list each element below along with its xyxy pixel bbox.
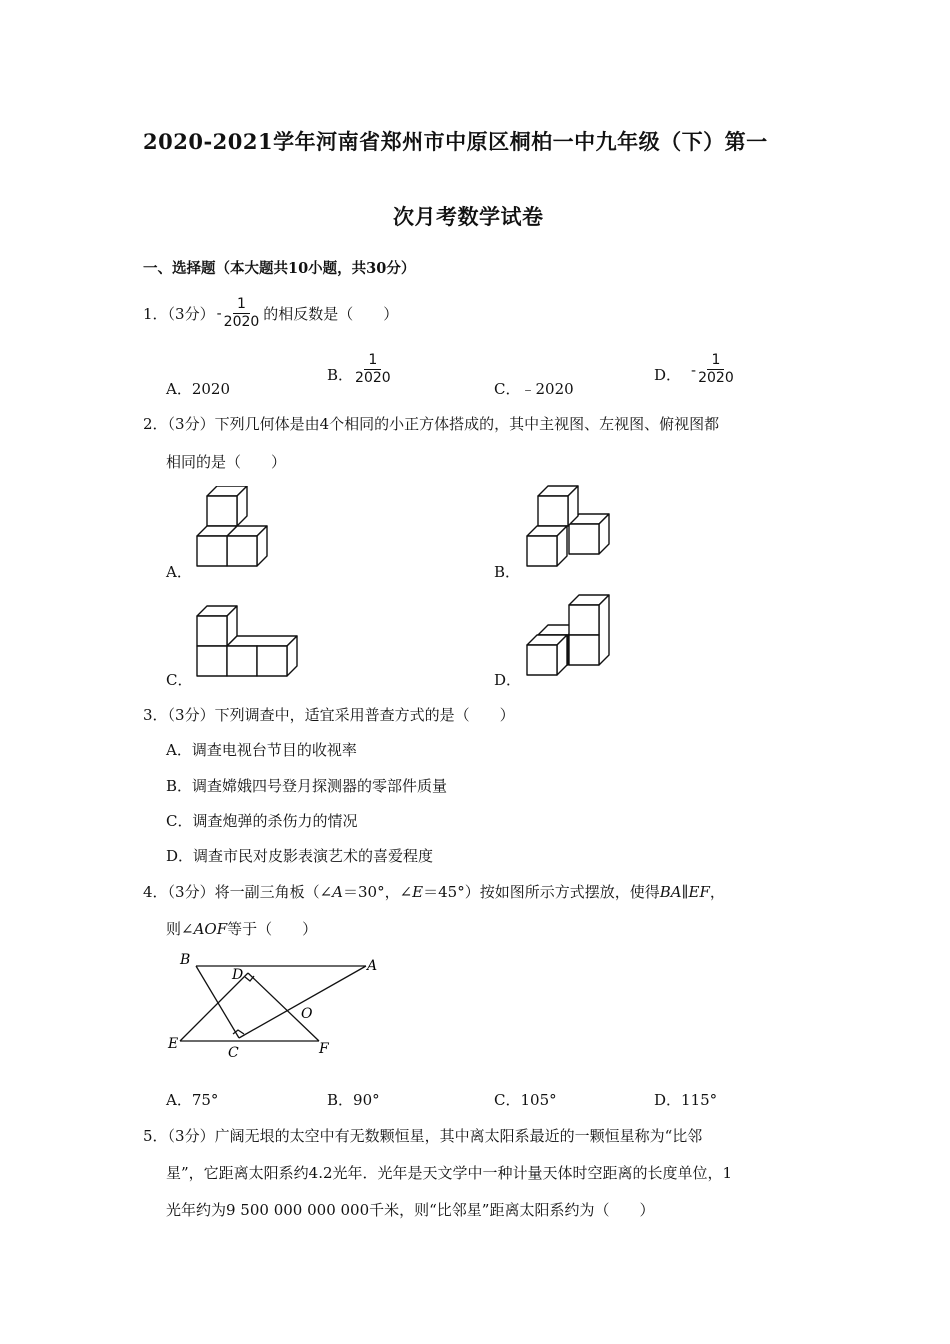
q1-option-d-neg-sign: - (691, 363, 697, 379)
fraction-denominator: 2020 (355, 370, 391, 386)
q4-line1-mid: ＝30°，∠ (343, 883, 413, 901)
paper-title-line1: 2020-2021学年河南省郑州市中原区桐柏一中九年级（下）第一 (143, 129, 768, 154)
question-2-line1: 2．（3分）下列几何体是由4个相同的小正方体搭成的，其中主视图、左视图、俯视图都 (143, 415, 720, 433)
question-4-line2 (166, 918, 317, 939)
q4-triangle-figure (166, 950, 391, 1062)
q4-option-a[interactable]: A．75° (166, 1091, 219, 1109)
question-1-fraction (222, 296, 262, 331)
question-5-line3: 光年约为9 500 000 000 000千米，则“比邻星”距离太阳系约为（ ） (166, 1201, 655, 1219)
angle-a-symbol: A (332, 883, 344, 901)
q2-option-b-label[interactable]: B． (494, 563, 521, 581)
q2-option-a-label[interactable]: A． (166, 563, 192, 581)
question-5-line2: 星”，它距离太阳系约4.2光年．光年是天文学中一种计量天体时空距离的长度单位，1 (166, 1164, 733, 1182)
q4-line1-post: ＝45°）按如图所示方式摆放，使得 (423, 883, 660, 901)
q4-option-c[interactable]: C．105° (494, 1091, 557, 1109)
q3-option-a[interactable]: A．调查电视台节目的收视率 (166, 741, 357, 759)
q1-option-d[interactable] (654, 352, 736, 387)
q3-option-c[interactable]: C．调查炮弹的杀伤力的情况 (166, 812, 358, 830)
q4-line1-text: 4．（3分）将一副三角板（∠ (143, 883, 333, 901)
question-2-line2: 相同的是（ ） (166, 453, 287, 471)
question-1 (143, 296, 398, 331)
q1-option-b-fraction (353, 352, 393, 387)
point-o-label: O (301, 1006, 313, 1022)
point-e-label: E (168, 1036, 179, 1052)
section-heading: 一、选择题（本大题共10小题，共30分） (143, 260, 416, 277)
q2-figure-a-cubes[interactable] (195, 486, 275, 570)
q1-option-d-fraction (696, 352, 736, 387)
question-1-suffix: 的相反数是（ ） (263, 305, 399, 323)
parallel-expression: BA∥EF (659, 883, 710, 901)
point-c-label: C (228, 1045, 239, 1061)
question-3-stem: 3．（3分）下列调查中，适宜采用普查方式的是（ ） (143, 706, 515, 724)
fraction-numerator: 1 (233, 296, 250, 314)
q2-figure-b-cubes[interactable] (524, 484, 614, 570)
q1-option-d-label: D． (654, 366, 682, 384)
q4-line2-text: 则∠ (166, 920, 194, 938)
q3-option-b[interactable]: B．调查嫦娥四号登月探测器的零部件质量 (166, 777, 448, 795)
q2-figure-c-cubes[interactable] (194, 602, 304, 680)
point-a-label: A (367, 958, 378, 974)
q2-option-c-label[interactable]: C． (166, 671, 193, 689)
point-d-label: D (232, 967, 244, 983)
angle-aof-symbol: AOF (193, 920, 228, 938)
fraction-denominator: 2020 (223, 314, 260, 330)
q4-line1-end: ， (709, 883, 725, 901)
q1-option-b[interactable] (327, 352, 393, 387)
q2-option-d-label[interactable]: D． (494, 671, 522, 689)
q1-option-b-label: B． (327, 366, 354, 384)
q2-figure-d-cubes[interactable] (524, 593, 614, 679)
q3-option-d[interactable]: D．调查市民对皮影表演艺术的喜爱程度 (166, 847, 434, 865)
point-b-label: B (180, 952, 191, 968)
fraction-numerator: 1 (707, 352, 724, 370)
q4-option-d[interactable]: D．115° (654, 1091, 718, 1109)
point-f-label: F (319, 1041, 329, 1057)
fraction-numerator: 1 (364, 352, 381, 370)
q4-line2-post: 等于（ ） (227, 920, 318, 938)
angle-e-symbol: E (412, 883, 424, 901)
q1-option-a[interactable]: A．2020 (166, 380, 231, 398)
paper-title-line2: 次月考数学试卷 (393, 204, 544, 229)
q4-option-b[interactable]: B．90° (327, 1091, 380, 1109)
question-5-line1: 5．（3分）广阔无垠的太空中有无数颗恒星，其中离太阳系最近的一颗恒星称为“比邻 (143, 1127, 703, 1145)
fraction-denominator: 2020 (698, 370, 734, 386)
question-4-line1 (143, 881, 725, 902)
question-1-neg-sign: - (216, 305, 222, 322)
q1-option-c[interactable]: C．﹣2020 (494, 380, 574, 398)
question-1-number: 1．（3分） (143, 305, 215, 323)
